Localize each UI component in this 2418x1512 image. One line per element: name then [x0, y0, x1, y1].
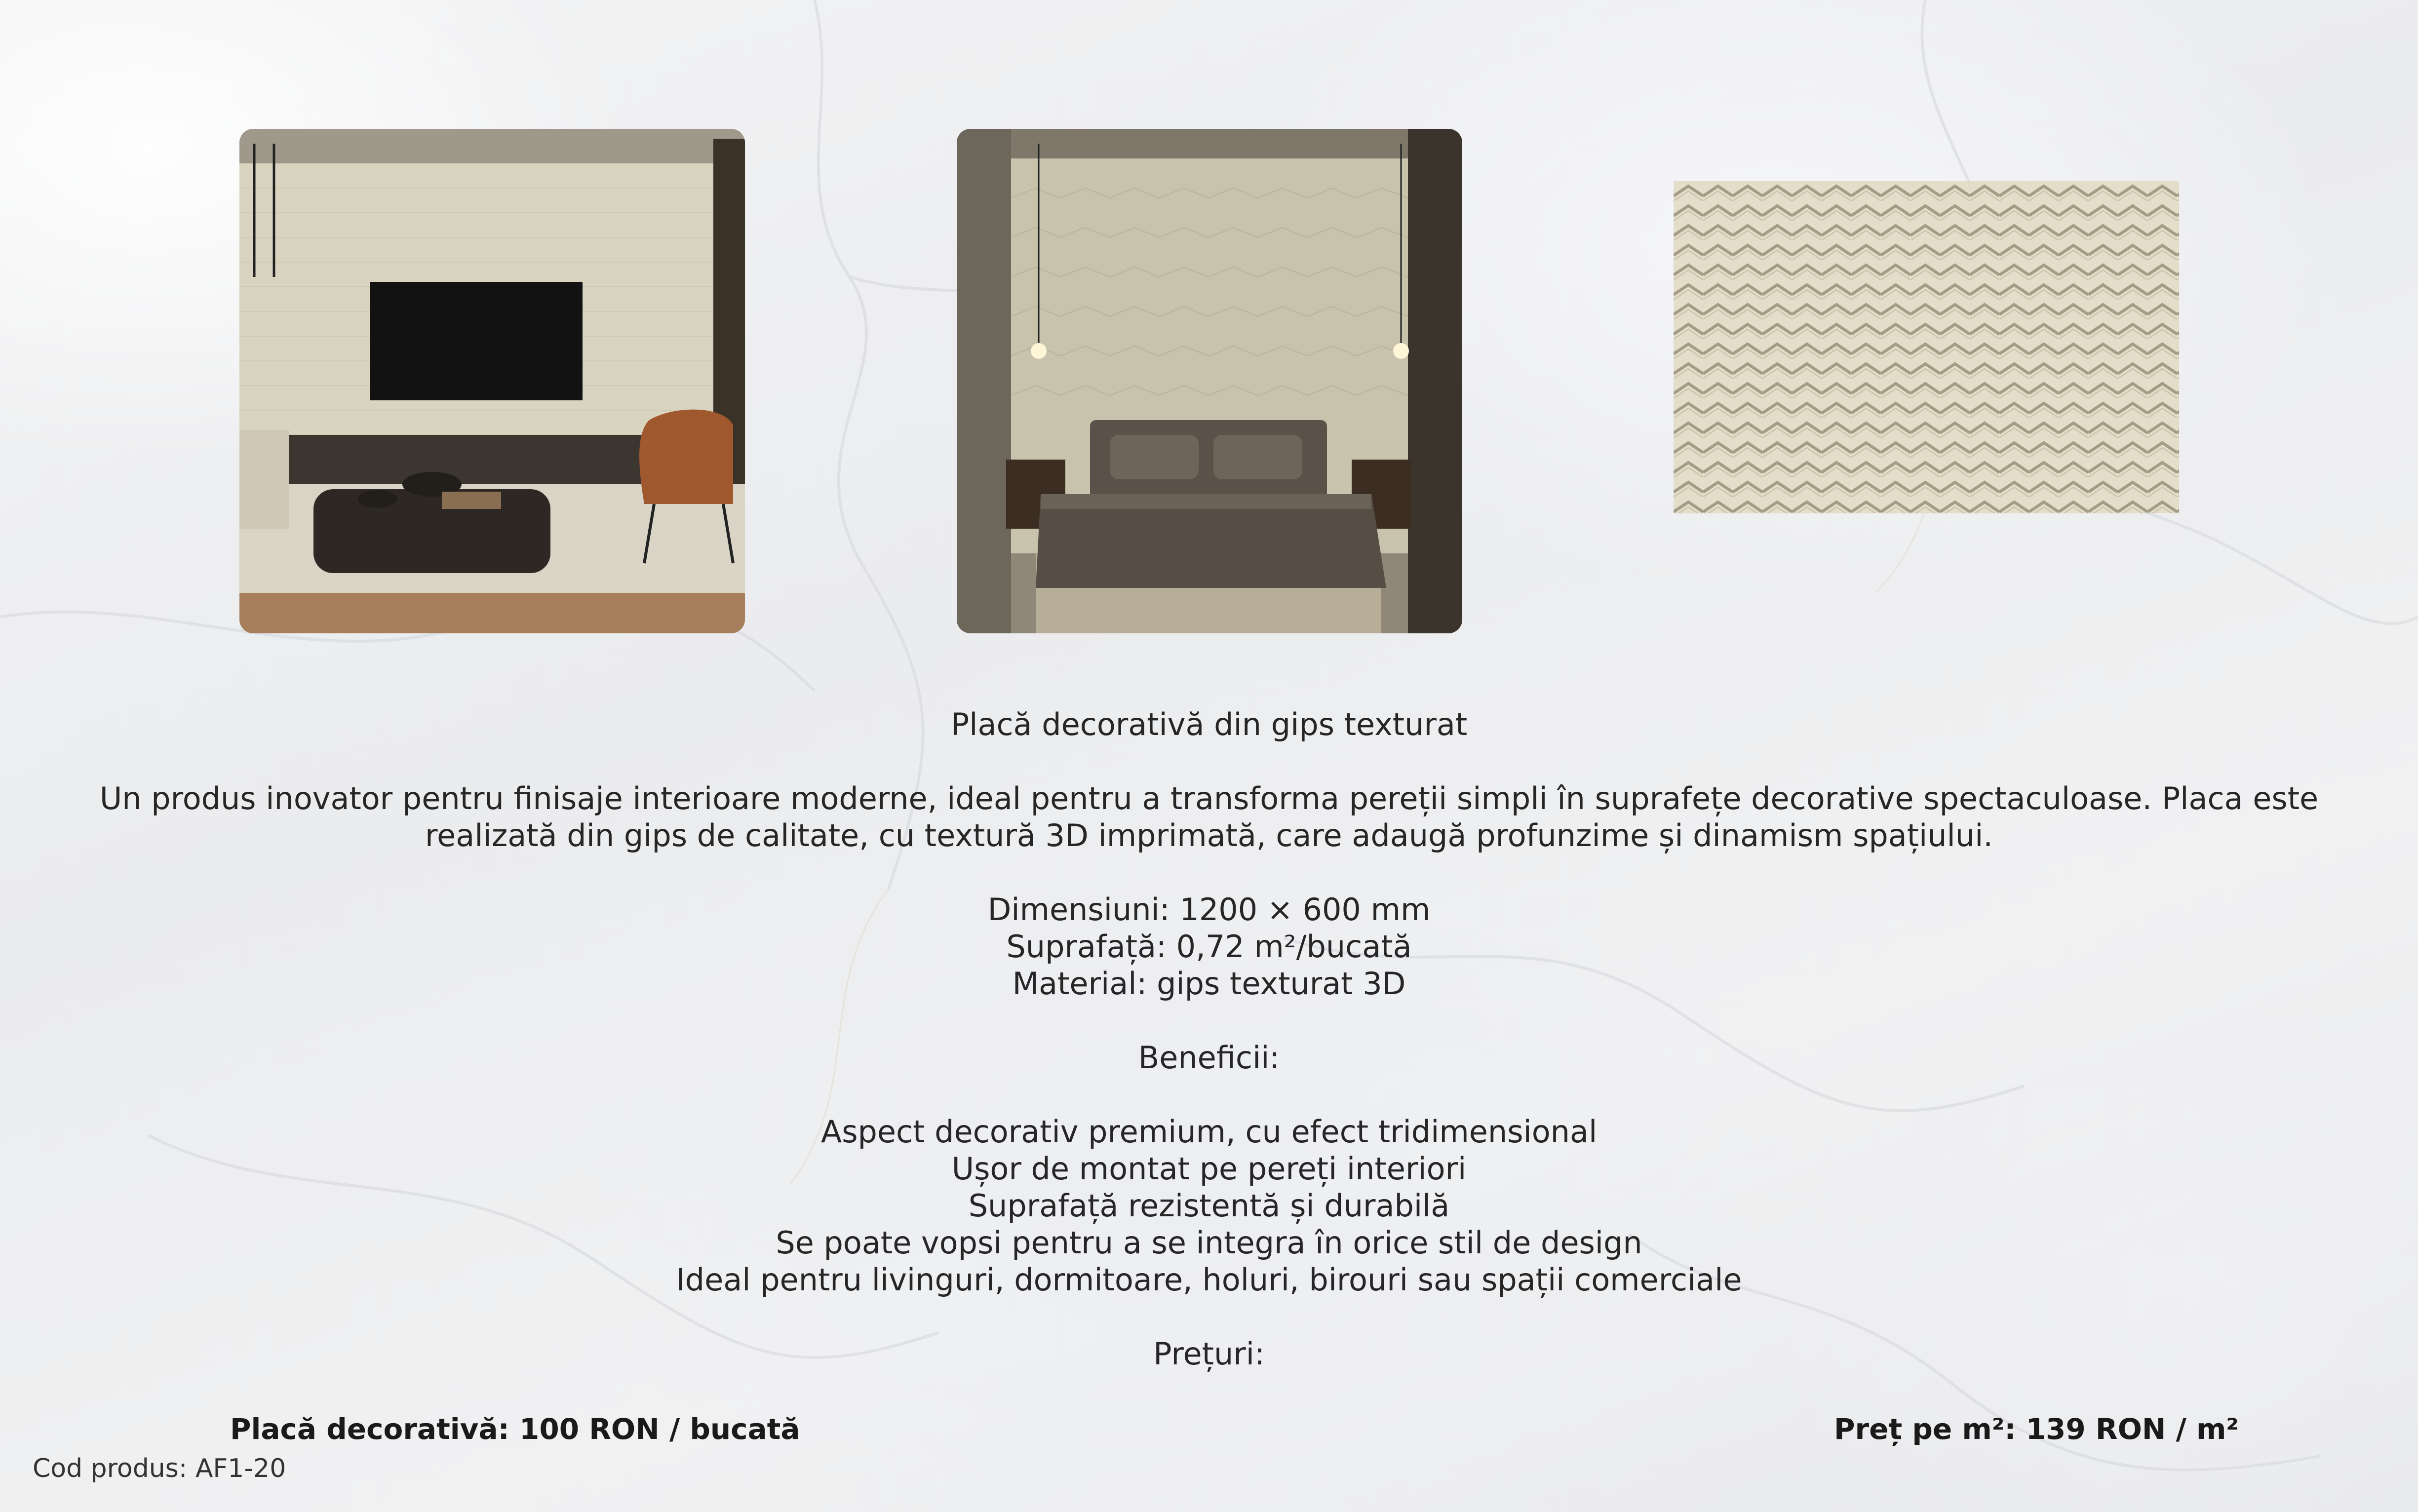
- price-per-piece: Placă decorativă: 100 RON / bucată: [230, 1412, 800, 1446]
- prices-heading: Prețuri:: [1153, 1336, 1265, 1372]
- spec-dimensions: Dimensiuni: 1200 × 600 mm: [987, 892, 1431, 928]
- spec-surface: Suprafață: 0,72 m²/bucată: [1006, 929, 1412, 965]
- benefit-item: Se poate vopsi pentru a se integra în orice stil de design: [776, 1225, 1642, 1261]
- product-description: Un produs inovator pentru finisaje interioare moderne, ideal pentru a transforma pereții simpli în suprafețe decorative spectaculoase. Placa este realizată din gips de calitate, cu textură 3D imprimată, care adaugă profunzime și dinamism spațiului.: [99, 780, 2319, 853]
- benefit-item: Ideal pentru livinguri, dormitoare, holuri, birouri sau spații comerciale: [676, 1262, 1742, 1298]
- benefit-item: Ușor de montat pe pereți interiori: [951, 1151, 1467, 1187]
- bedroom-photo: [957, 129, 1462, 633]
- product-description-block: [0, 706, 2418, 1372]
- living-room-photo: [239, 129, 745, 633]
- benefit-item: Suprafață rezistentă și durabilă: [968, 1188, 1450, 1224]
- herringbone-texture-sample: [1674, 181, 2179, 513]
- benefits-heading: Beneficii:: [1138, 1040, 1280, 1076]
- product-code: Cod produs: AF1-20: [33, 1454, 286, 1483]
- benefit-item: Aspect decorativ premium, cu efect tridimensional: [820, 1114, 1598, 1150]
- spec-material: Material: gips texturat 3D: [1012, 966, 1406, 1002]
- product-title: Placă decorativă din gips texturat: [950, 706, 1468, 742]
- price-per-sqm: Preț pe m²: 139 RON / m²: [1834, 1412, 2239, 1446]
